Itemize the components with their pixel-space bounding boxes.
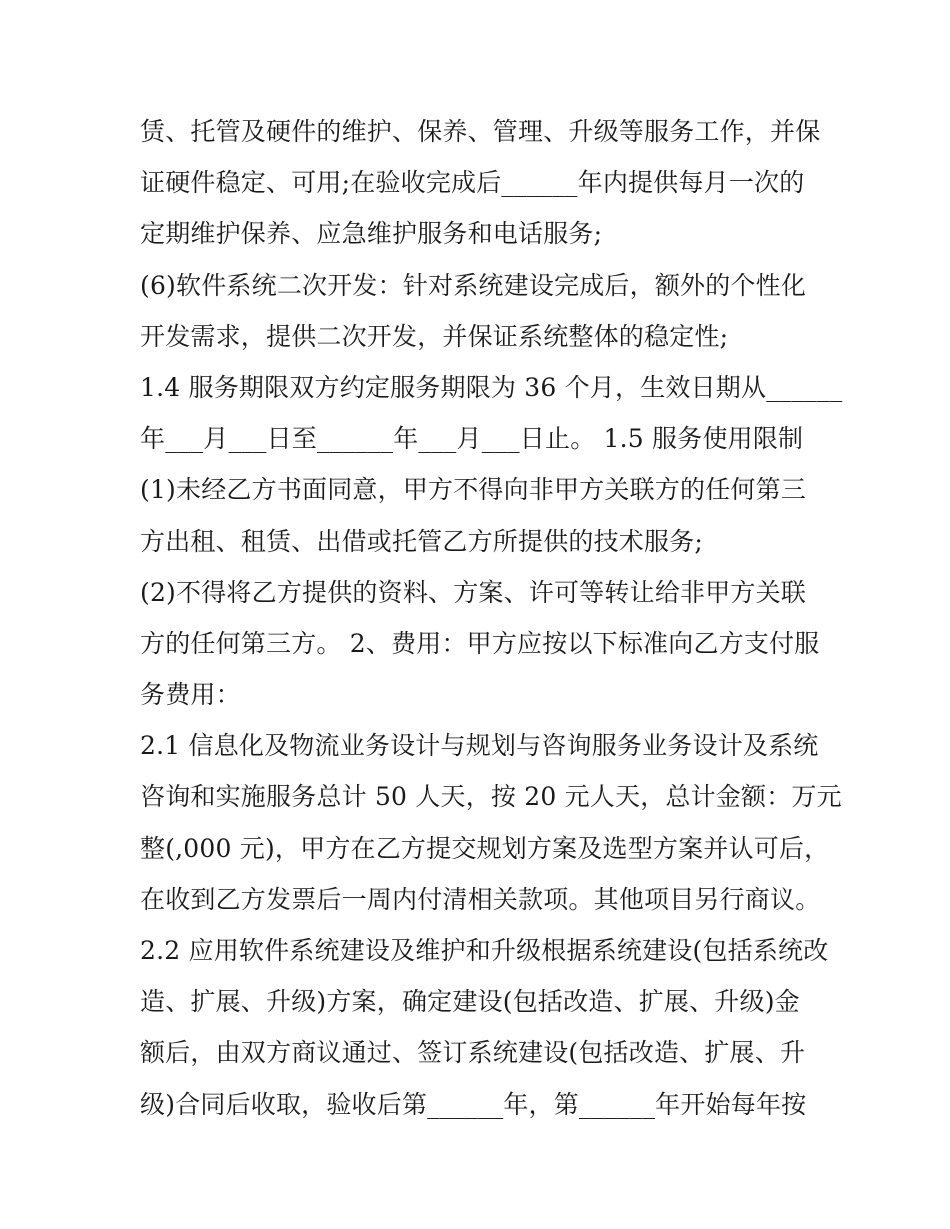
text-line: 额后，由双方商议通过、签订系统建设(包括改造、扩展、升 <box>140 1038 806 1068</box>
text-line: 整(,000 元)，甲方在乙方提交规划方案及选型方案并认可后， <box>140 833 830 863</box>
text-line: 方的任何第三方。 2、费用：甲方应按以下标准向乙方支付服 <box>140 628 820 658</box>
text-line: 方出租、租赁、出借或托管乙方所提供的技术服务; <box>140 526 704 556</box>
text-line: 年___月___日至______年___月___日止。 1.5 服务使用限制 <box>140 424 804 454</box>
text-line: 2.2 应用软件系统建设及维护和升级根据系统建设(包括系统改 <box>140 936 829 965</box>
text-line: (6)软件系统二次开发：针对系统建设完成后，额外的个性化 <box>140 270 807 300</box>
text-line: 赁、托管及硬件的维护、保养、管理、升级等服务工作，并保 <box>140 117 821 146</box>
contract-body-text <box>140 106 843 1130</box>
text-line: 1.4 服务期限双方约定服务期限为 36 个月，生效日期从______ <box>140 372 843 402</box>
text-line: 2.1 信息化及物流业务设计与规划与咨询服务业务设计及系统 <box>140 731 819 761</box>
text-line: 定期维护保养、应急维护服务和电话服务; <box>140 219 603 249</box>
text-line: 在收到乙方发票后一周内付清相关款项。其他项目另行商议。 <box>140 884 821 914</box>
text-line: 开发需求，提供二次开发，并保证系统整体的稳定性; <box>140 321 729 351</box>
text-line: 务费用： <box>140 680 241 710</box>
text-line: (1)未经乙方书面同意，甲方不得向非甲方关联方的任何第三 <box>140 475 807 505</box>
text-line: 造、扩展、升级)方案，确定建设(包括改造、扩展、升级)金 <box>140 987 800 1017</box>
text-line: 咨询和实施服务总计 50 人天，按 20 元人天，总计金额：万元 <box>140 782 842 812</box>
text-line: 证硬件稳定、可用;在验收完成后______年内提供每月一次的 <box>140 168 805 198</box>
text-line: (2)不得将乙方提供的资料、方案、许可等转让给非甲方关联 <box>140 577 807 607</box>
text-line: 级)合同后收取，验收后第______年，第______年开始每年按 <box>140 1089 807 1119</box>
